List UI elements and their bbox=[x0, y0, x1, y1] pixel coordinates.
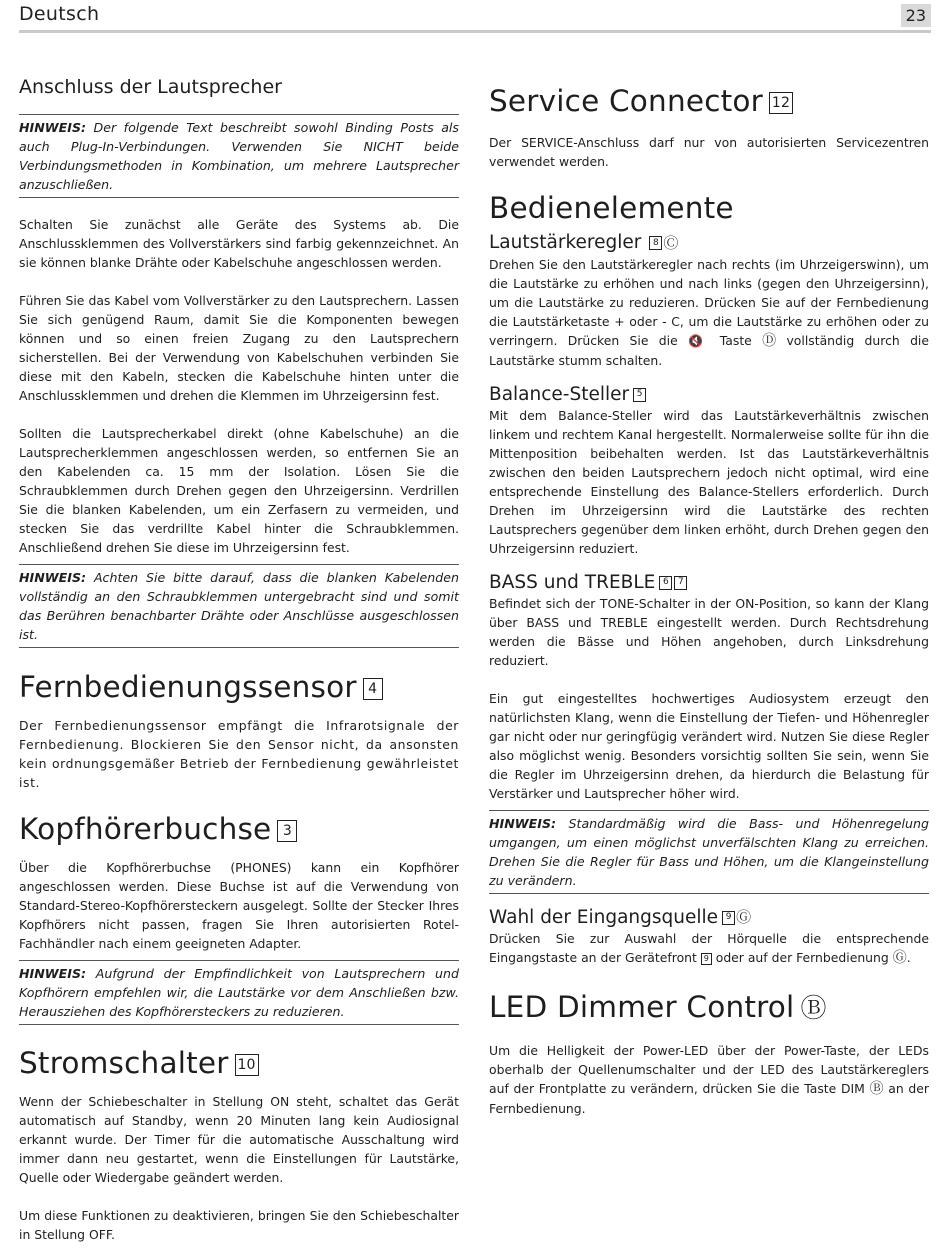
note-text: Standardmäßig wird die Bass- und Höhenregelung umgangen, um einen möglichst unverfälschten Klang zu erreichen. Drehen Sie die Regler für Bass und Höhen, um die Klangeinstellung zu verändern. bbox=[489, 815, 929, 888]
note-label: HINWEIS: bbox=[489, 815, 557, 831]
subsection-title-balance: Balance-Steller 5 bbox=[489, 383, 929, 406]
section-title-service-connector: Service Connector 12 bbox=[489, 82, 929, 120]
paragraph: Der Fernbedienungssensor empfängt die Infrarotsignale der Fernbedienung. Blockieren Sie den Sensor nicht, da ansonsten kein ordnungsgemäßer Betrieb der Fernbedienung gewährleistet ist. bbox=[19, 718, 459, 790]
paragraph: Sollten die Lautsprecherkabel direkt (ohne Kabelschuhe) an die Lautsprecherklemmen angeschlossen werden, so entfernen Sie an den Kabelenden ca. 15 mm der Isolation. Lösen Sie die Schraubklemmen durch Drehen gegen den Uhrzeigersinn. Verdrillen Sie die blanken Kabelenden, um ein Zerfasern zu vermeiden, und stecken Sie das verdrillte Kabel hinter die Schraubklemmen. Anschließend drehen Sie diese im Uhrzeigersinn fest. bbox=[19, 426, 459, 555]
paragraph: Befindet sich der TONE-Schalter in der ON-Position, so kann der Klang über BASS und TREBLE eingestellt werden. Durch Rechtsdrehung werden die Bässe und Höhen angehoben, durch Linksdrehung reduziert. bbox=[489, 595, 929, 668]
paragraph: Schalten Sie zunächst alle Geräte des Systems ab. Die Anschlussklemmen des Vollverstärkers sind farbig gekennzeichnet. An sie können blanke Drähte oder Kabelschuhe angeschlossen werden. bbox=[19, 217, 459, 270]
section-title-headphone-jack: Kopfhörerbuchse 3 bbox=[19, 810, 459, 848]
section-title-speaker-connection: Anschluss der Lautsprecher bbox=[19, 76, 282, 98]
paragraph: Wenn der Schiebeschalter in Stellung ON steht, schaltet das Gerät automatisch auf Standby, wenn 20 Minuten lang kein Audiosignal erkannt wurde. Der Timer für die automatische Ausschaltung wird immer dann neu gestartet, wenn die Einstellungen für Lautstärke, Quelle oder Wiedergabe geändert werden. bbox=[19, 1094, 459, 1185]
paragraph: Ein gut eingestelltes hochwertiges Audiosystem erzeugt den natürlichsten Klang, wenn die Einstellung der Tiefen- und Höhenregler gar nicht oder nur geringfügig verändert wird. Nutzen Sie diese Regler also möglichst wenig. Besonders vorsichtig sollten Sie sein, wenn Sie die Regler im Uhrzeigersinn drehen, da hierdurch die Belastung für Verstärker und Lautsprecher höher wird. bbox=[489, 690, 929, 801]
note-text: Achten Sie bitte darauf, dass die blanken Kabelenden vollständig an den Schraubklemmen untergebracht sind und somit das Berühren benachbarter Drähte oder Anschlüsse ausgeschlossen ist. bbox=[19, 570, 459, 642]
reference-number-box: 10 bbox=[235, 1054, 259, 1076]
subsection-title-input-selection: Wahl der Eingangsquelle 9 Ⓖ bbox=[489, 906, 752, 928]
section-title-led-dimmer: LED Dimmer Control Ⓑ bbox=[489, 988, 929, 1028]
reference-number-box: 12 bbox=[769, 92, 793, 114]
section-title-power-switch: Stromschalter 10 bbox=[19, 1044, 459, 1082]
note-text: Der folgende Text beschreibt sowohl Binding Posts als auch Plug-In-Verbindungen. Verwenden Sie NICHT beide Verbindungsmethoden in Kombination, um mehrere Lautsprecher anzuschließen. bbox=[19, 120, 459, 192]
reference-number-box: 5 bbox=[633, 388, 646, 402]
paragraph: Drücken Sie zur Auswahl der Hörquelle die entsprechende Eingangstaste an der Gerätefront 9 oder auf der Fernbedienung Ⓖ. bbox=[489, 931, 929, 966]
mute-icon: 🔇 bbox=[688, 333, 710, 348]
note-text: Aufgrund der Empfindlichkeit von Lautsprechern und Kopfhörern empfehlen wir, die Lautstärke vor dem Anschließen bzw. Herausziehen des Kopfhörersteckers zu reduzieren. bbox=[19, 966, 459, 1019]
remote-button-letter: Ⓖ bbox=[892, 950, 907, 966]
reference-number-box: 6 bbox=[659, 576, 672, 590]
paragraph: Um diese Funktionen zu deaktivieren, bringen Sie den Schiebeschalter in Stellung OFF. bbox=[19, 1208, 459, 1242]
reference-number-box: 3 bbox=[277, 820, 297, 842]
page-number: 23 bbox=[901, 4, 931, 27]
remote-button-letter: Ⓑ bbox=[869, 1080, 884, 1097]
left-column bbox=[19, 75, 459, 1244]
paragraph: Um die Helligkeit der Power-LED über der Power-Taste, der LEDs oberhalb der Quellenumschalter und der LED des Lautstärkereglers auf der Frontplatte zu verändern, drücken Sie die Taste DIM Ⓑ an der Fernbedienung. bbox=[489, 1042, 929, 1116]
right-column bbox=[489, 82, 929, 1118]
note-headphone-volume bbox=[19, 960, 459, 1025]
paragraph: Drehen Sie den Lautstärkeregler nach rechts (im Uhrzeigerswinn), um die Lautstärke zu erhöhen und nach links (gegen den Uhrzeigersinn), um die Lautstärke zu reduzieren. Drücken Sie auf der Fernbedienung die Lautstärketaste + oder - C, um die Lautstärke zu erhöhen oder zu verringern. Drücken Sie die 🔇 Taste Ⓓ vollständig durch die Lautstärke stumm schalten. bbox=[489, 256, 929, 368]
paragraph: Mit dem Balance-Steller wird das Lautstärkeverhältnis zwischen linkem und rechtem Kanal hergestellt. Normalerweise sollte für ihn die Mittenposition beibehalten werden. Ist das Lautstärkeverhältnis zwischen den beiden Lautsprechern jedoch nicht optimal, wird eine entsprechende Einstellung des Balance-Stellers erforderlich. Durch Drehen im Uhrzeigersinn wird die Lautstärke des rechten Lautsprechers gegenüber dem linken erhöht, durch Drehen gegen den Uhrzeigersinn reduziert. bbox=[489, 407, 929, 556]
note-cable-ends bbox=[19, 564, 459, 648]
page-header bbox=[19, 0, 931, 33]
note-label: HINWEIS: bbox=[19, 570, 87, 585]
remote-button-letter: Ⓑ bbox=[800, 993, 827, 1024]
reference-number-box: 8 bbox=[649, 236, 662, 250]
remote-button-letter: Ⓖ bbox=[736, 908, 752, 926]
paragraph: Der SERVICE-Anschluss darf nur von autorisierten Servicezentren verwendet werden. bbox=[489, 135, 929, 169]
note-label: HINWEIS: bbox=[19, 966, 87, 981]
remote-button-letter: Ⓒ bbox=[663, 233, 679, 252]
note-bass-treble-bypass bbox=[489, 810, 929, 894]
subsection-title-bass-treble: BASS und TREBLE 6 7 bbox=[489, 571, 929, 594]
reference-number-box: 4 bbox=[363, 678, 383, 700]
subsection-title-volume: Lautstärkeregler 8 Ⓒ bbox=[489, 232, 679, 253]
paragraph: Über die Kopfhörerbuchse (PHONES) kann ein Kopfhörer angeschlossen werden. Diese Buchse ist auf die Verwendung von Standard-Stereo-Kopfhörersteckern ausgelegt. Sollte der Stecker Ihres Kopfhörers nicht passen, fragen Sie Ihren autorisierten Rotel-Fachhändler nach einem geeigneten Adapter. bbox=[19, 860, 459, 951]
reference-number-box: 9 bbox=[701, 953, 712, 965]
remote-button-letter: Ⓓ bbox=[762, 332, 777, 349]
note-label: HINWEIS: bbox=[19, 120, 87, 135]
paragraph: Führen Sie das Kabel vom Vollverstärker zu den Lautsprechern. Lassen Sie sich genügend Raum, damit Sie die Komponenten bewegen können und so einen freien Zugang zu den Lautsprechern sicherstellen. Bei der Verwendung von Kabelschuhen verbinden Sie diese mit den Kabeln, stecken die Kabelschuhe hinten unter die Anschlussklemmen und drehen die Klemmen im Uhrzeigersinn fest. bbox=[19, 293, 459, 403]
note-binding-posts bbox=[19, 114, 459, 198]
language-label: Deutsch bbox=[19, 3, 100, 25]
section-title-remote-sensor: Fernbedienungssensor 4 bbox=[19, 668, 459, 706]
reference-number-box: 7 bbox=[674, 576, 687, 590]
reference-number-box: 9 bbox=[722, 911, 735, 925]
section-title-controls: Bedienelemente bbox=[489, 191, 734, 225]
